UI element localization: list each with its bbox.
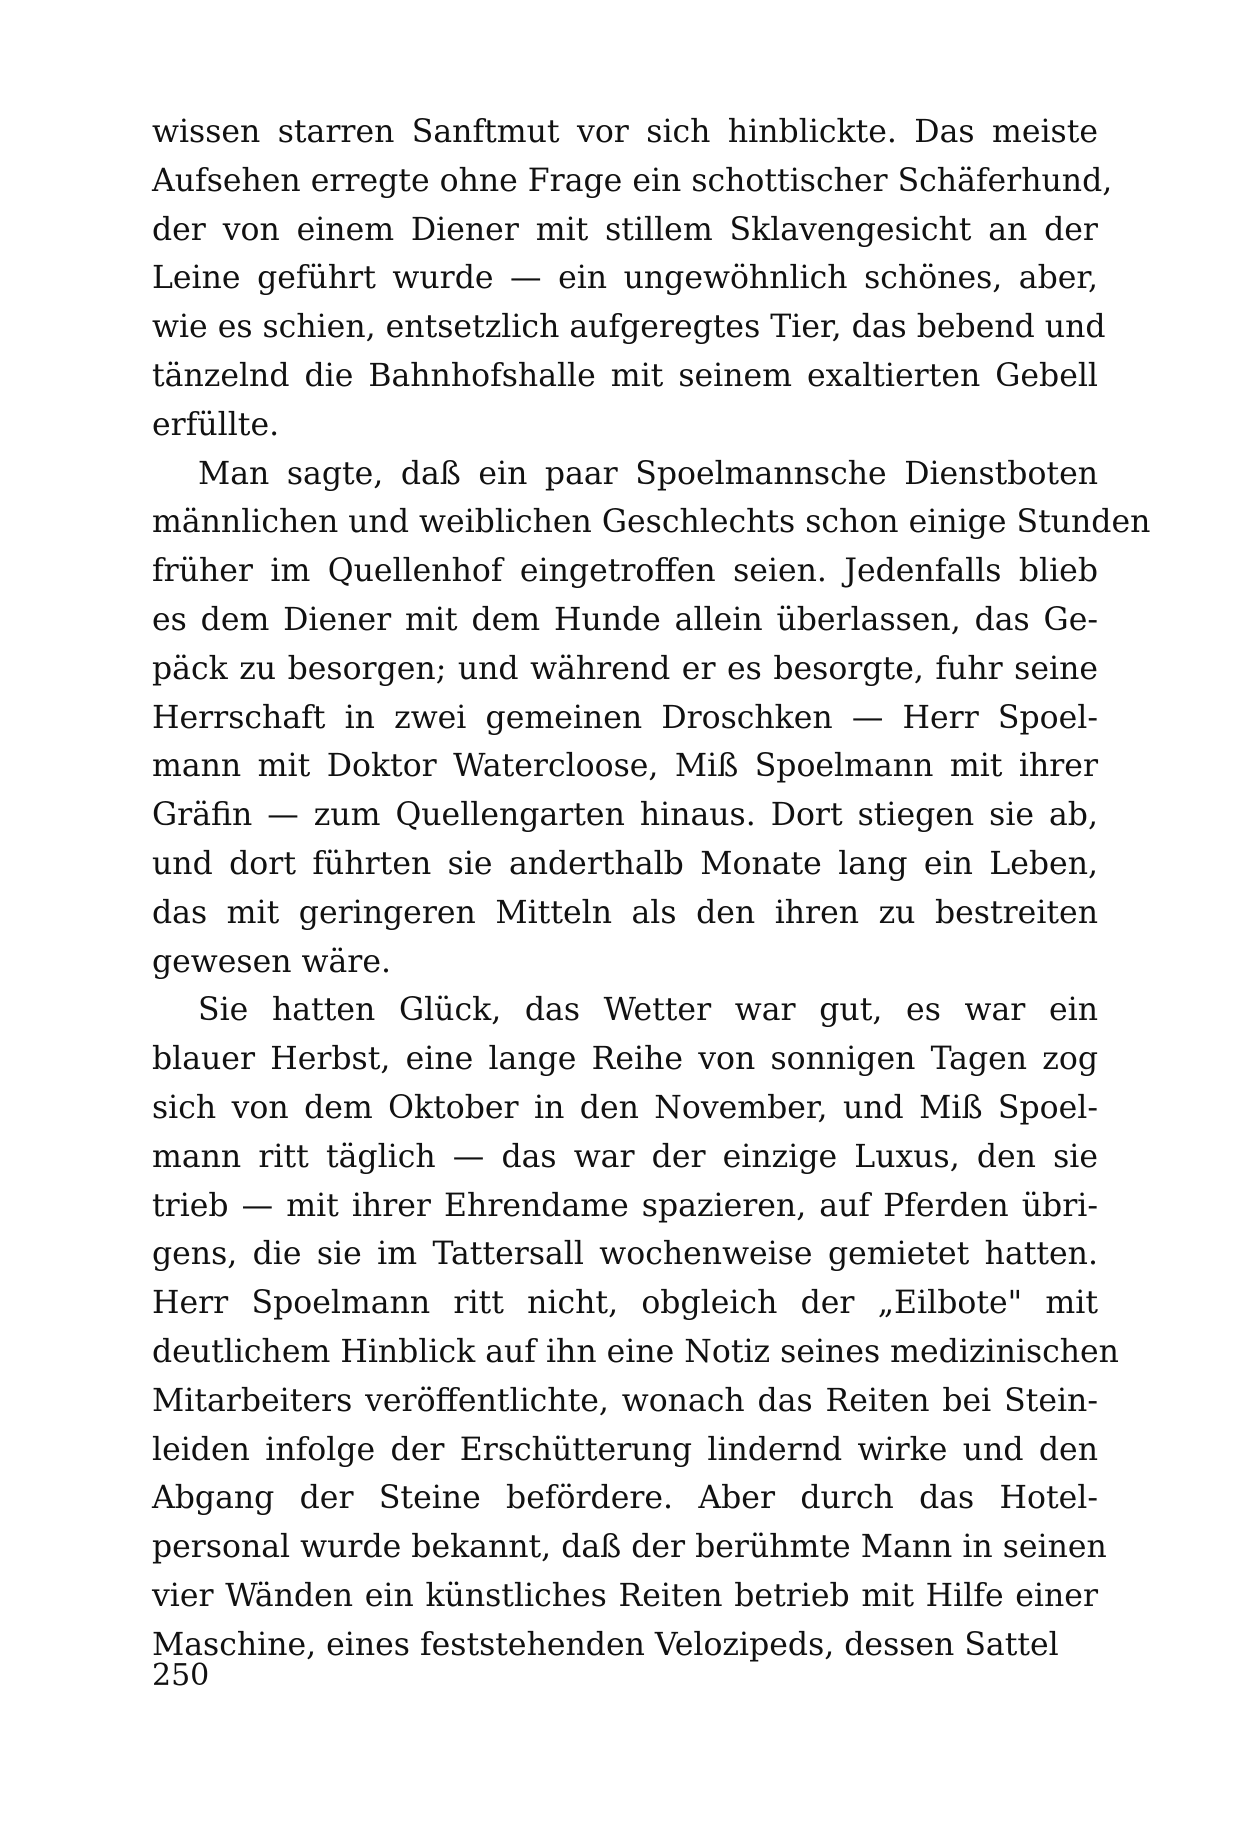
paragraph — [152, 108, 1113, 450]
text-line: das mit geringeren Mitteln als den ihren zu bestreiten — [152, 894, 1098, 931]
text-line: wie es schien, entsetzlich aufgeregtes Tier, das bebend und — [152, 309, 1106, 346]
body-text — [152, 108, 1151, 1670]
text-line: und dort führten sie anderthalb Monate lang ein Leben, — [152, 845, 1098, 882]
text-line: wissen starren Sanftmut vor sich hinblickte. Das meiste — [152, 114, 1098, 150]
text-line: Man sagte, daß ein paar Spoelmannsche Dienstboten — [198, 455, 1098, 492]
text-line: blauer Herbst, eine lange Reihe von sonnigen Tagen zog — [152, 1041, 1098, 1078]
text-line: männlichen und weiblichen Geschlechts schon einige Stunden — [152, 504, 1151, 541]
text-line: Herr Spoelmann ritt nicht, obgleich der „Eilbote" mit — [152, 1285, 1098, 1322]
text-line: Aufsehen erregte ohne Frage ein schottischer Schäferhund, — [152, 162, 1113, 199]
paragraph — [152, 450, 1151, 987]
text-line: tänzelnd die Bahnhofshalle mit seinem exaltierten Gebell — [152, 357, 1098, 394]
text-line: erfüllte. — [152, 406, 280, 443]
text-line: sich von dem Oktober in den November, und Miß Spoel- — [152, 1089, 1098, 1126]
paragraph — [152, 986, 1119, 1669]
text-line: früher im Quellenhof eingetroffen seien. Jedenfalls blieb — [152, 553, 1098, 590]
text-line: vier Wänden ein künstliches Reiten betrieb mit Hilfe einer — [152, 1577, 1098, 1614]
text-line: mann ritt täglich — das war der einzige Luxus, den sie — [152, 1138, 1098, 1175]
text-line: Sie hatten Glück, das Wetter war gut, es war ein — [198, 992, 1098, 1029]
text-line: Maschine, eines feststehenden Velozipeds, dessen Sattel — [152, 1626, 1059, 1663]
text-line: deutlichem Hinblick auf ihn eine Notiz seines medizinischen — [152, 1333, 1119, 1370]
text-line: Herrschaft in zwei gemeinen Droschken — Herr Spoel- — [152, 699, 1098, 736]
page-number: 250 — [152, 1658, 210, 1693]
text-line: der von einem Diener mit stillem Sklavengesicht an der — [152, 211, 1098, 248]
text-line: Leine geführt wurde — ein ungewöhnlich schönes, aber, — [152, 260, 1098, 297]
text-line: leiden infolge der Erschütterung lindernd wirke und den — [152, 1431, 1098, 1468]
text-line: personal wurde bekannt, daß der berühmte Mann in seinen — [152, 1529, 1107, 1566]
text-line: Mitarbeiters veröffentlichte, wonach das Reiten bei Stein- — [152, 1382, 1098, 1419]
text-line: Gräfin — zum Quellengarten hinaus. Dort stiegen sie ab, — [152, 797, 1098, 834]
text-line: päck zu besorgen; und während er es besorgte, fuhr seine — [152, 650, 1098, 687]
text-line: mann mit Doktor Watercloose, Miß Spoelmann mit ihrer — [152, 748, 1098, 785]
text-line: trieb — mit ihrer Ehrendame spazieren, auf Pferden übri- — [152, 1187, 1098, 1224]
text-line: gens, die sie im Tattersall wochenweise gemietet hatten. — [152, 1236, 1098, 1273]
text-line: es dem Diener mit dem Hunde allein überlassen, das Ge- — [152, 601, 1098, 638]
text-line: gewesen wäre. — [152, 943, 391, 980]
text-line: Abgang der Steine befördere. Aber durch das Hotel- — [152, 1480, 1098, 1517]
